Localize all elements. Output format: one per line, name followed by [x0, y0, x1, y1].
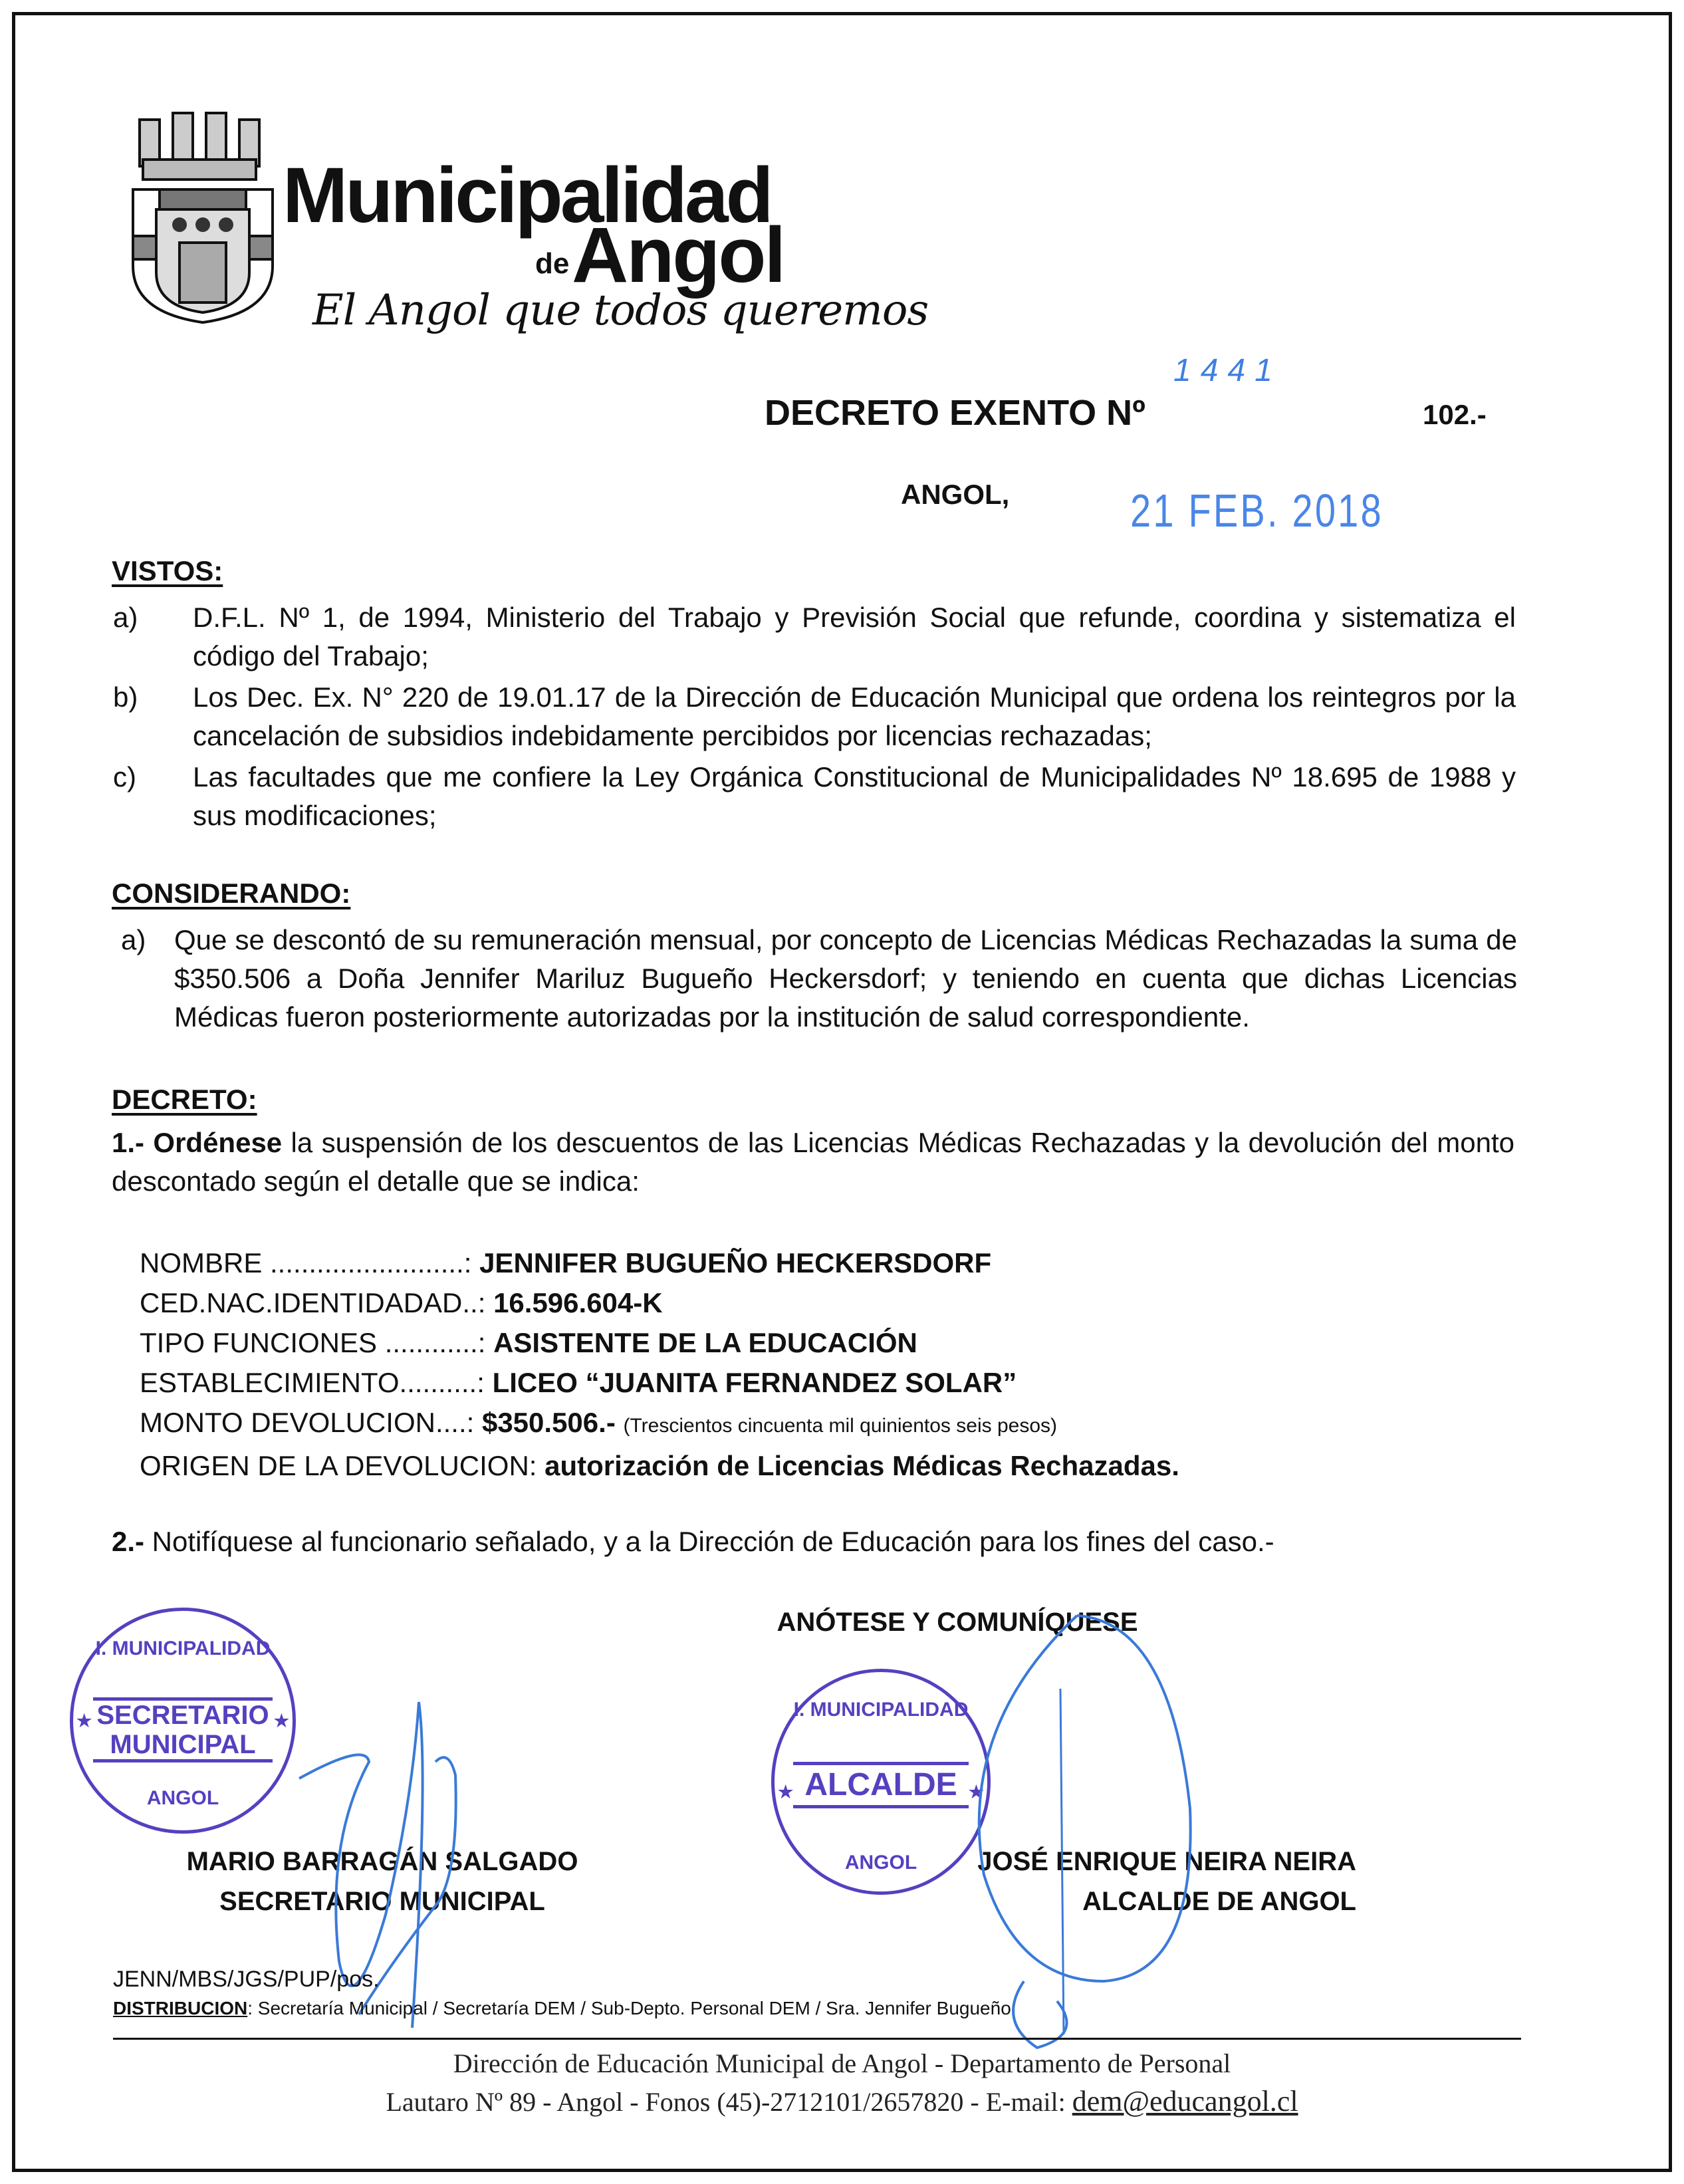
- detail-row-amount: [140, 1403, 1179, 1446]
- signatory-alcalde: [944, 1842, 1356, 1921]
- seal-bottom-text: ANGOL: [844, 1852, 917, 1874]
- detail-row-id: [140, 1283, 1179, 1323]
- brand-de: de: [535, 247, 570, 280]
- detail-label: MONTO DEVOLUCION....:: [140, 1407, 475, 1438]
- distribution-label: DISTRIBUCION: [113, 1998, 248, 2018]
- order-number: 2.-: [112, 1526, 145, 1557]
- footer-address: Lautaro Nº 89 - Angol - Fonos (45)-2712101/2657820 - E-mail:: [386, 2087, 1072, 2117]
- item-text: Los Dec. Ex. N° 220 de 19.01.17 de la Dirección de Educación Municipal que ordena los reintegros por la cancelación de subsidios indebidamente percibidos por licencias rechazadas;: [193, 681, 1516, 751]
- stamped-decree-number: 1441: [1173, 353, 1282, 388]
- detail-value: JENNIFER BUGUEÑO HECKERSDORF: [479, 1247, 992, 1278]
- footer-line-2: [0, 2084, 1684, 2118]
- detail-value: LICEO “JUANITA FERNANDEZ SOLAR”: [492, 1367, 1017, 1398]
- vistos-item: [113, 598, 1516, 678]
- decree-suffix: 102.-: [1423, 399, 1487, 430]
- seal-middle-text: SECRETARIO MUNICIPAL: [93, 1697, 273, 1762]
- amount-in-words: (Trescientos cincuenta mil quinientos seis pesos): [623, 1415, 1057, 1437]
- seal-middle-text: ALCALDE: [793, 1762, 969, 1808]
- item-label: a): [121, 924, 146, 955]
- signatory-name: JOSÉ ENRIQUE NEIRA NEIRA: [977, 1847, 1356, 1876]
- seal-bottom-text: ANGOL: [146, 1787, 219, 1809]
- paragraph-text: la suspensión de los descuentos de las Licencias Médicas Rechazadas y la devolución del monto descontado según el detalle que se indica:: [112, 1127, 1514, 1197]
- vistos-heading: VISTOS:: [112, 555, 223, 586]
- detail-value: autorización de Licencias Médicas Rechazadas.: [544, 1450, 1179, 1481]
- seal-secretario: [70, 1608, 296, 1834]
- brand-slogan: El Angol que todos queremos: [312, 286, 929, 335]
- detail-value: $350.506.-: [481, 1407, 616, 1438]
- signatory-role: ALCALDE DE ANGOL: [1082, 1887, 1356, 1916]
- brand-angol: Angol: [572, 211, 784, 299]
- stamped-date: 21 FEB. 2018: [1130, 485, 1383, 537]
- seal-top-text: I. MUNICIPALIDAD: [793, 1699, 969, 1721]
- detail-label: NOMBRE .........................:: [140, 1247, 472, 1278]
- item-text: Las facultades que me confiere la Ley Orgánica Constitucional de Municipalidades Nº 18.695 de 1988 y sus modificaciones;: [193, 761, 1516, 831]
- detail-label: CED.NAC.IDENTIDADAD..:: [140, 1287, 486, 1318]
- item-text: D.F.L. Nº 1, de 1994, Ministerio del Trabajo y Previsión Social que refunde, coordina y sistematiza el código del Trabajo;: [193, 602, 1516, 671]
- detail-row-name: [140, 1243, 1179, 1283]
- detail-value: ASISTENTE DE LA EDUCACIÓN: [493, 1327, 917, 1358]
- decree-city: ANGOL,: [901, 479, 1010, 510]
- decreto-heading: DECRETO:: [112, 1084, 257, 1115]
- detail-row-role: [140, 1323, 1179, 1363]
- reference-initials: JENN/MBS/JGS/PUP/pos.: [113, 1967, 380, 1992]
- signatory-name: MARIO BARRAGÁN SALGADO: [186, 1847, 578, 1876]
- seal-top-text: I. MUNICIPALIDAD: [95, 1638, 271, 1659]
- distribution-text: : Secretaría Municipal / Secretaría DEM / Sub-Depto. Personal DEM / Sra. Jennifer Bugueño: [247, 1998, 1011, 2018]
- star-icon: ★: [273, 1711, 289, 1731]
- detail-label: ORIGEN DE LA DEVOLUCION:: [140, 1450, 537, 1481]
- item-label: b): [113, 681, 138, 713]
- detail-row-origin: [140, 1446, 1179, 1486]
- closing-formula: ANÓTESE Y COMUNÍQUESE: [777, 1608, 1138, 1637]
- item-text: Que se descontó de su remuneración mensual, por concepto de Licencias Médicas Rechazadas la suma de $350.506 a Doña Jennifer Mariluz Bugueño Heckersdorf; y teniendo en cuenta que dichas Licencias Médicas fueron posteriormente autorizadas por la institución de salud correspondiente.: [174, 924, 1517, 1032]
- vistos-item: [113, 678, 1516, 758]
- star-icon: ★: [76, 1711, 92, 1731]
- detail-label: TIPO FUNCIONES ............:: [140, 1327, 486, 1358]
- detail-label: ESTABLECIMIENTO..........:: [140, 1367, 485, 1398]
- star-icon: ★: [778, 1782, 794, 1802]
- detail-row-school: [140, 1363, 1179, 1403]
- brand-name: Municipalidad: [283, 152, 771, 239]
- paragraph-text: Notifíquese al funcionario señalado, y a la Dirección de Educación para los fines del caso.-: [144, 1526, 1274, 1557]
- item-label: a): [113, 602, 138, 633]
- signatory-role: SECRETARIO MUNICIPAL: [219, 1887, 545, 1916]
- decree-title: DECRETO EXENTO Nº: [765, 393, 1145, 433]
- considerando-item: [121, 921, 1517, 1040]
- vistos-item: [113, 758, 1516, 838]
- coat-of-arms-icon: [130, 106, 283, 326]
- footer-email-link[interactable]: dem@educangol.cl: [1072, 2085, 1298, 2118]
- detail-value: 16.596.604-K: [493, 1287, 663, 1318]
- signature-alcalde: [931, 1609, 1303, 2061]
- considerando-heading: CONSIDERANDO:: [112, 878, 351, 909]
- star-icon: ★: [968, 1782, 984, 1802]
- decreto-paragraph-2: [112, 1522, 1514, 1561]
- detail-list: [140, 1243, 1179, 1486]
- distribution-line: [113, 1998, 1011, 2019]
- decreto-paragraph-1: [112, 1124, 1514, 1201]
- order-keyword: 1.- Ordénese: [112, 1127, 283, 1158]
- footer-line-1: Dirección de Educación Municipal de Angol - Departamento de Personal: [453, 2048, 1231, 2078]
- item-label: c): [113, 761, 136, 792]
- footer-divider: [113, 2038, 1521, 2040]
- signatory-secretario: [166, 1842, 598, 1921]
